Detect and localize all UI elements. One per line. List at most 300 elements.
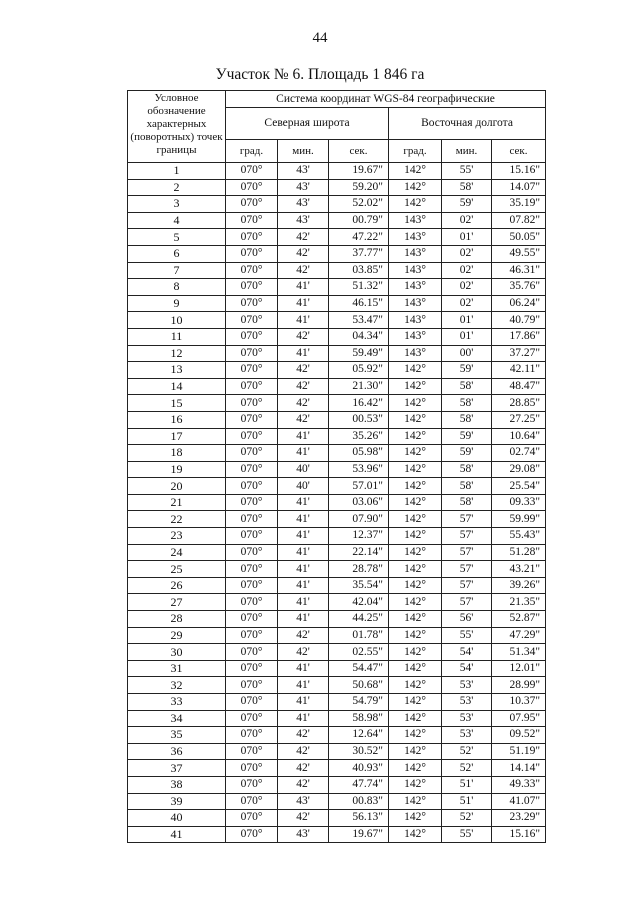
lon-degrees: 142° (389, 810, 442, 827)
lat-minutes: 43' (278, 163, 329, 180)
table-row (128, 328, 546, 345)
table-row (128, 727, 546, 744)
lon-degrees: 142° (389, 743, 442, 760)
lat-seconds: 12.37" (329, 528, 389, 545)
lon-degrees: 142° (389, 627, 442, 644)
table-row (128, 461, 546, 478)
lat-seconds: 50.68" (329, 677, 389, 694)
lon-minutes: 59' (442, 362, 492, 379)
lon-seconds: 37.27" (492, 345, 546, 362)
page-title: Участок № 6. Площадь 1 846 га (215, 66, 425, 83)
lat-degrees: 070° (226, 445, 278, 462)
header-unit-lat-min: мин. (278, 140, 329, 163)
lon-minutes: 54' (442, 660, 492, 677)
table-row (128, 694, 546, 711)
lat-degrees: 070° (226, 179, 278, 196)
header-unit-lat-sec: сек. (329, 140, 389, 163)
lon-degrees: 142° (389, 577, 442, 594)
lon-minutes: 53' (442, 677, 492, 694)
lat-seconds: 46.15" (329, 295, 389, 312)
table-row (128, 179, 546, 196)
lat-degrees: 070° (226, 163, 278, 180)
lat-seconds: 51.32" (329, 279, 389, 296)
lat-minutes: 42' (278, 411, 329, 428)
point-number: 15 (128, 395, 226, 412)
lon-minutes: 02' (442, 262, 492, 279)
lon-degrees: 142° (389, 660, 442, 677)
lat-degrees: 070° (226, 727, 278, 744)
lat-minutes: 40' (278, 478, 329, 495)
lon-seconds: 27.25" (492, 411, 546, 428)
lon-seconds: 07.82" (492, 212, 546, 229)
lon-minutes: 59' (442, 445, 492, 462)
lat-degrees: 070° (226, 378, 278, 395)
lon-minutes: 57' (442, 577, 492, 594)
lat-minutes: 41' (278, 494, 329, 511)
point-number: 26 (128, 577, 226, 594)
point-number: 19 (128, 461, 226, 478)
point-number: 4 (128, 212, 226, 229)
lat-minutes: 41' (278, 445, 329, 462)
lat-minutes: 42' (278, 395, 329, 412)
point-number: 34 (128, 710, 226, 727)
point-number: 2 (128, 179, 226, 196)
lon-degrees: 142° (389, 511, 442, 528)
table-row (128, 411, 546, 428)
lon-seconds: 49.55" (492, 245, 546, 262)
lat-degrees: 070° (226, 461, 278, 478)
point-number: 10 (128, 312, 226, 329)
lat-seconds: 01.78" (329, 627, 389, 644)
point-number: 24 (128, 544, 226, 561)
table-row (128, 627, 546, 644)
point-number: 18 (128, 445, 226, 462)
lat-minutes: 41' (278, 577, 329, 594)
point-number: 38 (128, 776, 226, 793)
lat-degrees: 070° (226, 212, 278, 229)
lon-degrees: 143° (389, 328, 442, 345)
lon-seconds: 17.86" (492, 328, 546, 345)
lon-minutes: 02' (442, 212, 492, 229)
lat-seconds: 03.06" (329, 494, 389, 511)
lat-degrees: 070° (226, 229, 278, 246)
lat-minutes: 42' (278, 810, 329, 827)
lat-seconds: 52.02" (329, 196, 389, 213)
table-row (128, 196, 546, 213)
lat-seconds: 47.22" (329, 229, 389, 246)
lat-minutes: 41' (278, 428, 329, 445)
lat-minutes: 41' (278, 660, 329, 677)
lon-degrees: 142° (389, 411, 442, 428)
lat-minutes: 41' (278, 611, 329, 628)
table-row (128, 677, 546, 694)
lon-degrees: 143° (389, 345, 442, 362)
lon-minutes: 58' (442, 461, 492, 478)
lon-seconds: 55.43" (492, 528, 546, 545)
lat-degrees: 070° (226, 776, 278, 793)
lon-seconds: 48.47" (492, 378, 546, 395)
lat-degrees: 070° (226, 611, 278, 628)
point-number: 28 (128, 611, 226, 628)
table-row (128, 793, 546, 810)
lon-seconds: 43.21" (492, 561, 546, 578)
lat-seconds: 59.49" (329, 345, 389, 362)
lat-degrees: 070° (226, 494, 278, 511)
lat-degrees: 070° (226, 312, 278, 329)
point-number: 25 (128, 561, 226, 578)
lat-degrees: 070° (226, 478, 278, 495)
lon-degrees: 142° (389, 793, 442, 810)
point-number: 35 (128, 727, 226, 744)
lon-minutes: 53' (442, 710, 492, 727)
lon-seconds: 40.79" (492, 312, 546, 329)
lon-minutes: 59' (442, 196, 492, 213)
point-number: 36 (128, 743, 226, 760)
point-number: 6 (128, 245, 226, 262)
lat-degrees: 070° (226, 328, 278, 345)
lat-seconds: 54.79" (329, 694, 389, 711)
table-row (128, 528, 546, 545)
lon-seconds: 09.52" (492, 727, 546, 744)
lon-minutes: 01' (442, 229, 492, 246)
lon-degrees: 142° (389, 528, 442, 545)
lon-degrees: 142° (389, 428, 442, 445)
header-unit-lon-min: мин. (442, 140, 492, 163)
lat-degrees: 070° (226, 627, 278, 644)
table-row (128, 743, 546, 760)
lat-degrees: 070° (226, 544, 278, 561)
header-latitude: Северная широта (226, 108, 389, 140)
lat-seconds: 57.01" (329, 478, 389, 495)
point-number: 13 (128, 362, 226, 379)
table-row (128, 395, 546, 412)
lon-minutes: 57' (442, 511, 492, 528)
point-number: 14 (128, 378, 226, 395)
lat-minutes: 41' (278, 511, 329, 528)
lat-minutes: 42' (278, 743, 329, 760)
coordinates-table (127, 90, 546, 843)
lat-minutes: 42' (278, 760, 329, 777)
lon-minutes: 58' (442, 411, 492, 428)
lat-seconds: 02.55" (329, 644, 389, 661)
lon-minutes: 54' (442, 644, 492, 661)
lon-degrees: 143° (389, 229, 442, 246)
lon-seconds: 12.01" (492, 660, 546, 677)
lat-degrees: 070° (226, 810, 278, 827)
lon-minutes: 52' (442, 810, 492, 827)
lon-seconds: 28.85" (492, 395, 546, 412)
lon-degrees: 142° (389, 445, 442, 462)
lat-degrees: 070° (226, 295, 278, 312)
lon-seconds: 41.07" (492, 793, 546, 810)
lat-seconds: 54.47" (329, 660, 389, 677)
lon-seconds: 25.54" (492, 478, 546, 495)
lat-minutes: 42' (278, 378, 329, 395)
lon-minutes: 02' (442, 295, 492, 312)
point-number: 8 (128, 279, 226, 296)
lon-minutes: 58' (442, 494, 492, 511)
point-number: 37 (128, 760, 226, 777)
lat-minutes: 42' (278, 627, 329, 644)
header-row-system (128, 91, 546, 108)
lon-degrees: 142° (389, 163, 442, 180)
point-number: 30 (128, 644, 226, 661)
lon-minutes: 01' (442, 328, 492, 345)
lat-seconds: 05.92" (329, 362, 389, 379)
point-number: 12 (128, 345, 226, 362)
lat-seconds: 56.13" (329, 810, 389, 827)
lat-degrees: 070° (226, 561, 278, 578)
lat-seconds: 35.26" (329, 428, 389, 445)
lon-degrees: 142° (389, 644, 442, 661)
lon-seconds: 10.64" (492, 428, 546, 445)
lon-seconds: 14.07" (492, 179, 546, 196)
lat-seconds: 30.52" (329, 743, 389, 760)
lat-minutes: 42' (278, 727, 329, 744)
table-row (128, 478, 546, 495)
lon-seconds: 15.16" (492, 826, 546, 843)
lon-seconds: 51.19" (492, 743, 546, 760)
lon-seconds: 49.33" (492, 776, 546, 793)
lon-seconds: 59.99" (492, 511, 546, 528)
lon-seconds: 28.99" (492, 677, 546, 694)
lat-seconds: 21.30" (329, 378, 389, 395)
lat-seconds: 58.98" (329, 710, 389, 727)
lon-seconds: 23.29" (492, 810, 546, 827)
lat-minutes: 41' (278, 561, 329, 578)
lat-degrees: 070° (226, 660, 278, 677)
point-number: 22 (128, 511, 226, 528)
lat-minutes: 42' (278, 229, 329, 246)
lon-minutes: 56' (442, 611, 492, 628)
lat-seconds: 19.67" (329, 163, 389, 180)
table-row (128, 644, 546, 661)
lat-degrees: 070° (226, 411, 278, 428)
lat-degrees: 070° (226, 694, 278, 711)
lon-degrees: 143° (389, 262, 442, 279)
lon-seconds: 52.87" (492, 611, 546, 628)
lat-seconds: 03.85" (329, 262, 389, 279)
table-row (128, 594, 546, 611)
point-number: 31 (128, 660, 226, 677)
point-number: 32 (128, 677, 226, 694)
lon-degrees: 142° (389, 478, 442, 495)
lat-degrees: 070° (226, 511, 278, 528)
table-row (128, 760, 546, 777)
table-row (128, 494, 546, 511)
lon-degrees: 142° (389, 494, 442, 511)
header-unit-lon-sec: сек. (492, 140, 546, 163)
lon-minutes: 51' (442, 793, 492, 810)
lon-degrees: 142° (389, 677, 442, 694)
lon-minutes: 02' (442, 245, 492, 262)
table-row (128, 378, 546, 395)
lon-degrees: 143° (389, 212, 442, 229)
lat-minutes: 43' (278, 179, 329, 196)
point-number: 21 (128, 494, 226, 511)
point-number: 5 (128, 229, 226, 246)
table-row (128, 544, 546, 561)
lat-minutes: 41' (278, 594, 329, 611)
lon-degrees: 142° (389, 179, 442, 196)
point-number: 1 (128, 163, 226, 180)
table-row (128, 611, 546, 628)
lat-degrees: 070° (226, 395, 278, 412)
lat-minutes: 41' (278, 312, 329, 329)
lon-minutes: 55' (442, 627, 492, 644)
lon-degrees: 143° (389, 295, 442, 312)
lat-degrees: 070° (226, 245, 278, 262)
lon-seconds: 07.95" (492, 710, 546, 727)
lon-seconds: 29.08" (492, 461, 546, 478)
lat-degrees: 070° (226, 677, 278, 694)
lat-minutes: 41' (278, 528, 329, 545)
table-row (128, 577, 546, 594)
lon-minutes: 58' (442, 395, 492, 412)
table-row (128, 710, 546, 727)
table-row (128, 262, 546, 279)
lon-minutes: 57' (442, 594, 492, 611)
lon-seconds: 09.33" (492, 494, 546, 511)
lat-degrees: 070° (226, 644, 278, 661)
lon-minutes: 53' (442, 727, 492, 744)
lon-minutes: 57' (442, 544, 492, 561)
point-number: 29 (128, 627, 226, 644)
lat-seconds: 40.93" (329, 760, 389, 777)
lat-degrees: 070° (226, 594, 278, 611)
header-unit-lat-deg: град. (226, 140, 278, 163)
lon-seconds: 39.26" (492, 577, 546, 594)
lon-degrees: 142° (389, 544, 442, 561)
lat-minutes: 43' (278, 793, 329, 810)
lon-degrees: 142° (389, 378, 442, 395)
lat-seconds: 53.96" (329, 461, 389, 478)
lon-seconds: 46.31" (492, 262, 546, 279)
header-longitude: Восточная долгота (389, 108, 546, 140)
lat-seconds: 28.78" (329, 561, 389, 578)
lon-degrees: 142° (389, 727, 442, 744)
table-row (128, 660, 546, 677)
lon-seconds: 42.11" (492, 362, 546, 379)
lat-degrees: 070° (226, 826, 278, 843)
lon-seconds: 35.19" (492, 196, 546, 213)
point-number: 20 (128, 478, 226, 495)
table-row (128, 163, 546, 180)
table-row (128, 362, 546, 379)
lat-seconds: 05.98" (329, 445, 389, 462)
lon-degrees: 143° (389, 279, 442, 296)
point-number: 11 (128, 328, 226, 345)
lat-degrees: 070° (226, 196, 278, 213)
point-number: 33 (128, 694, 226, 711)
point-number: 17 (128, 428, 226, 445)
lat-degrees: 070° (226, 428, 278, 445)
header-coordinate-system: Система координат WGS-84 географические (226, 91, 546, 108)
lat-seconds: 35.54" (329, 577, 389, 594)
lon-seconds: 14.14" (492, 760, 546, 777)
lon-seconds: 51.34" (492, 644, 546, 661)
lon-degrees: 142° (389, 694, 442, 711)
lat-minutes: 42' (278, 644, 329, 661)
lat-seconds: 07.90" (329, 511, 389, 528)
lon-minutes: 02' (442, 279, 492, 296)
lat-degrees: 070° (226, 760, 278, 777)
lat-degrees: 070° (226, 743, 278, 760)
lat-seconds: 37.77" (329, 245, 389, 262)
header-unit-lon-deg: град. (389, 140, 442, 163)
lon-degrees: 142° (389, 594, 442, 611)
lat-minutes: 42' (278, 328, 329, 345)
lat-seconds: 00.53" (329, 411, 389, 428)
lon-minutes: 58' (442, 378, 492, 395)
lon-degrees: 142° (389, 461, 442, 478)
lat-seconds: 16.42" (329, 395, 389, 412)
lat-minutes: 43' (278, 196, 329, 213)
point-number: 27 (128, 594, 226, 611)
lon-degrees: 142° (389, 395, 442, 412)
lat-seconds: 47.74" (329, 776, 389, 793)
lon-minutes: 55' (442, 163, 492, 180)
lat-seconds: 59.20" (329, 179, 389, 196)
lat-degrees: 070° (226, 279, 278, 296)
lon-degrees: 142° (389, 196, 442, 213)
lat-seconds: 00.83" (329, 793, 389, 810)
lon-degrees: 142° (389, 826, 442, 843)
table-row (128, 245, 546, 262)
lat-degrees: 070° (226, 528, 278, 545)
lon-minutes: 57' (442, 561, 492, 578)
point-number: 9 (128, 295, 226, 312)
lat-degrees: 070° (226, 345, 278, 362)
table-row (128, 345, 546, 362)
lon-seconds: 10.37" (492, 694, 546, 711)
lon-minutes: 59' (442, 428, 492, 445)
lon-degrees: 143° (389, 245, 442, 262)
lon-degrees: 142° (389, 362, 442, 379)
lon-degrees: 142° (389, 611, 442, 628)
lon-seconds: 47.29" (492, 627, 546, 644)
page-number: 44 (312, 30, 328, 46)
lon-seconds: 35.76" (492, 279, 546, 296)
point-number: 41 (128, 826, 226, 843)
lon-seconds: 15.16" (492, 163, 546, 180)
lon-degrees: 142° (389, 710, 442, 727)
lon-minutes: 58' (442, 179, 492, 196)
table-row (128, 428, 546, 445)
lat-seconds: 04.34" (329, 328, 389, 345)
lat-minutes: 41' (278, 295, 329, 312)
lon-seconds: 50.05" (492, 229, 546, 246)
lat-seconds: 22.14" (329, 544, 389, 561)
lat-seconds: 42.04" (329, 594, 389, 611)
lat-minutes: 41' (278, 710, 329, 727)
table-row (128, 511, 546, 528)
table-row (128, 826, 546, 843)
point-number: 16 (128, 411, 226, 428)
lon-seconds: 06.24" (492, 295, 546, 312)
lat-degrees: 070° (226, 793, 278, 810)
lon-minutes: 57' (442, 528, 492, 545)
lat-seconds: 12.64" (329, 727, 389, 744)
lat-minutes: 42' (278, 362, 329, 379)
lat-minutes: 42' (278, 262, 329, 279)
lat-minutes: 43' (278, 826, 329, 843)
lat-seconds: 53.47" (329, 312, 389, 329)
lon-minutes: 51' (442, 776, 492, 793)
lat-seconds: 19.67" (329, 826, 389, 843)
lat-minutes: 41' (278, 279, 329, 296)
lon-degrees: 142° (389, 776, 442, 793)
